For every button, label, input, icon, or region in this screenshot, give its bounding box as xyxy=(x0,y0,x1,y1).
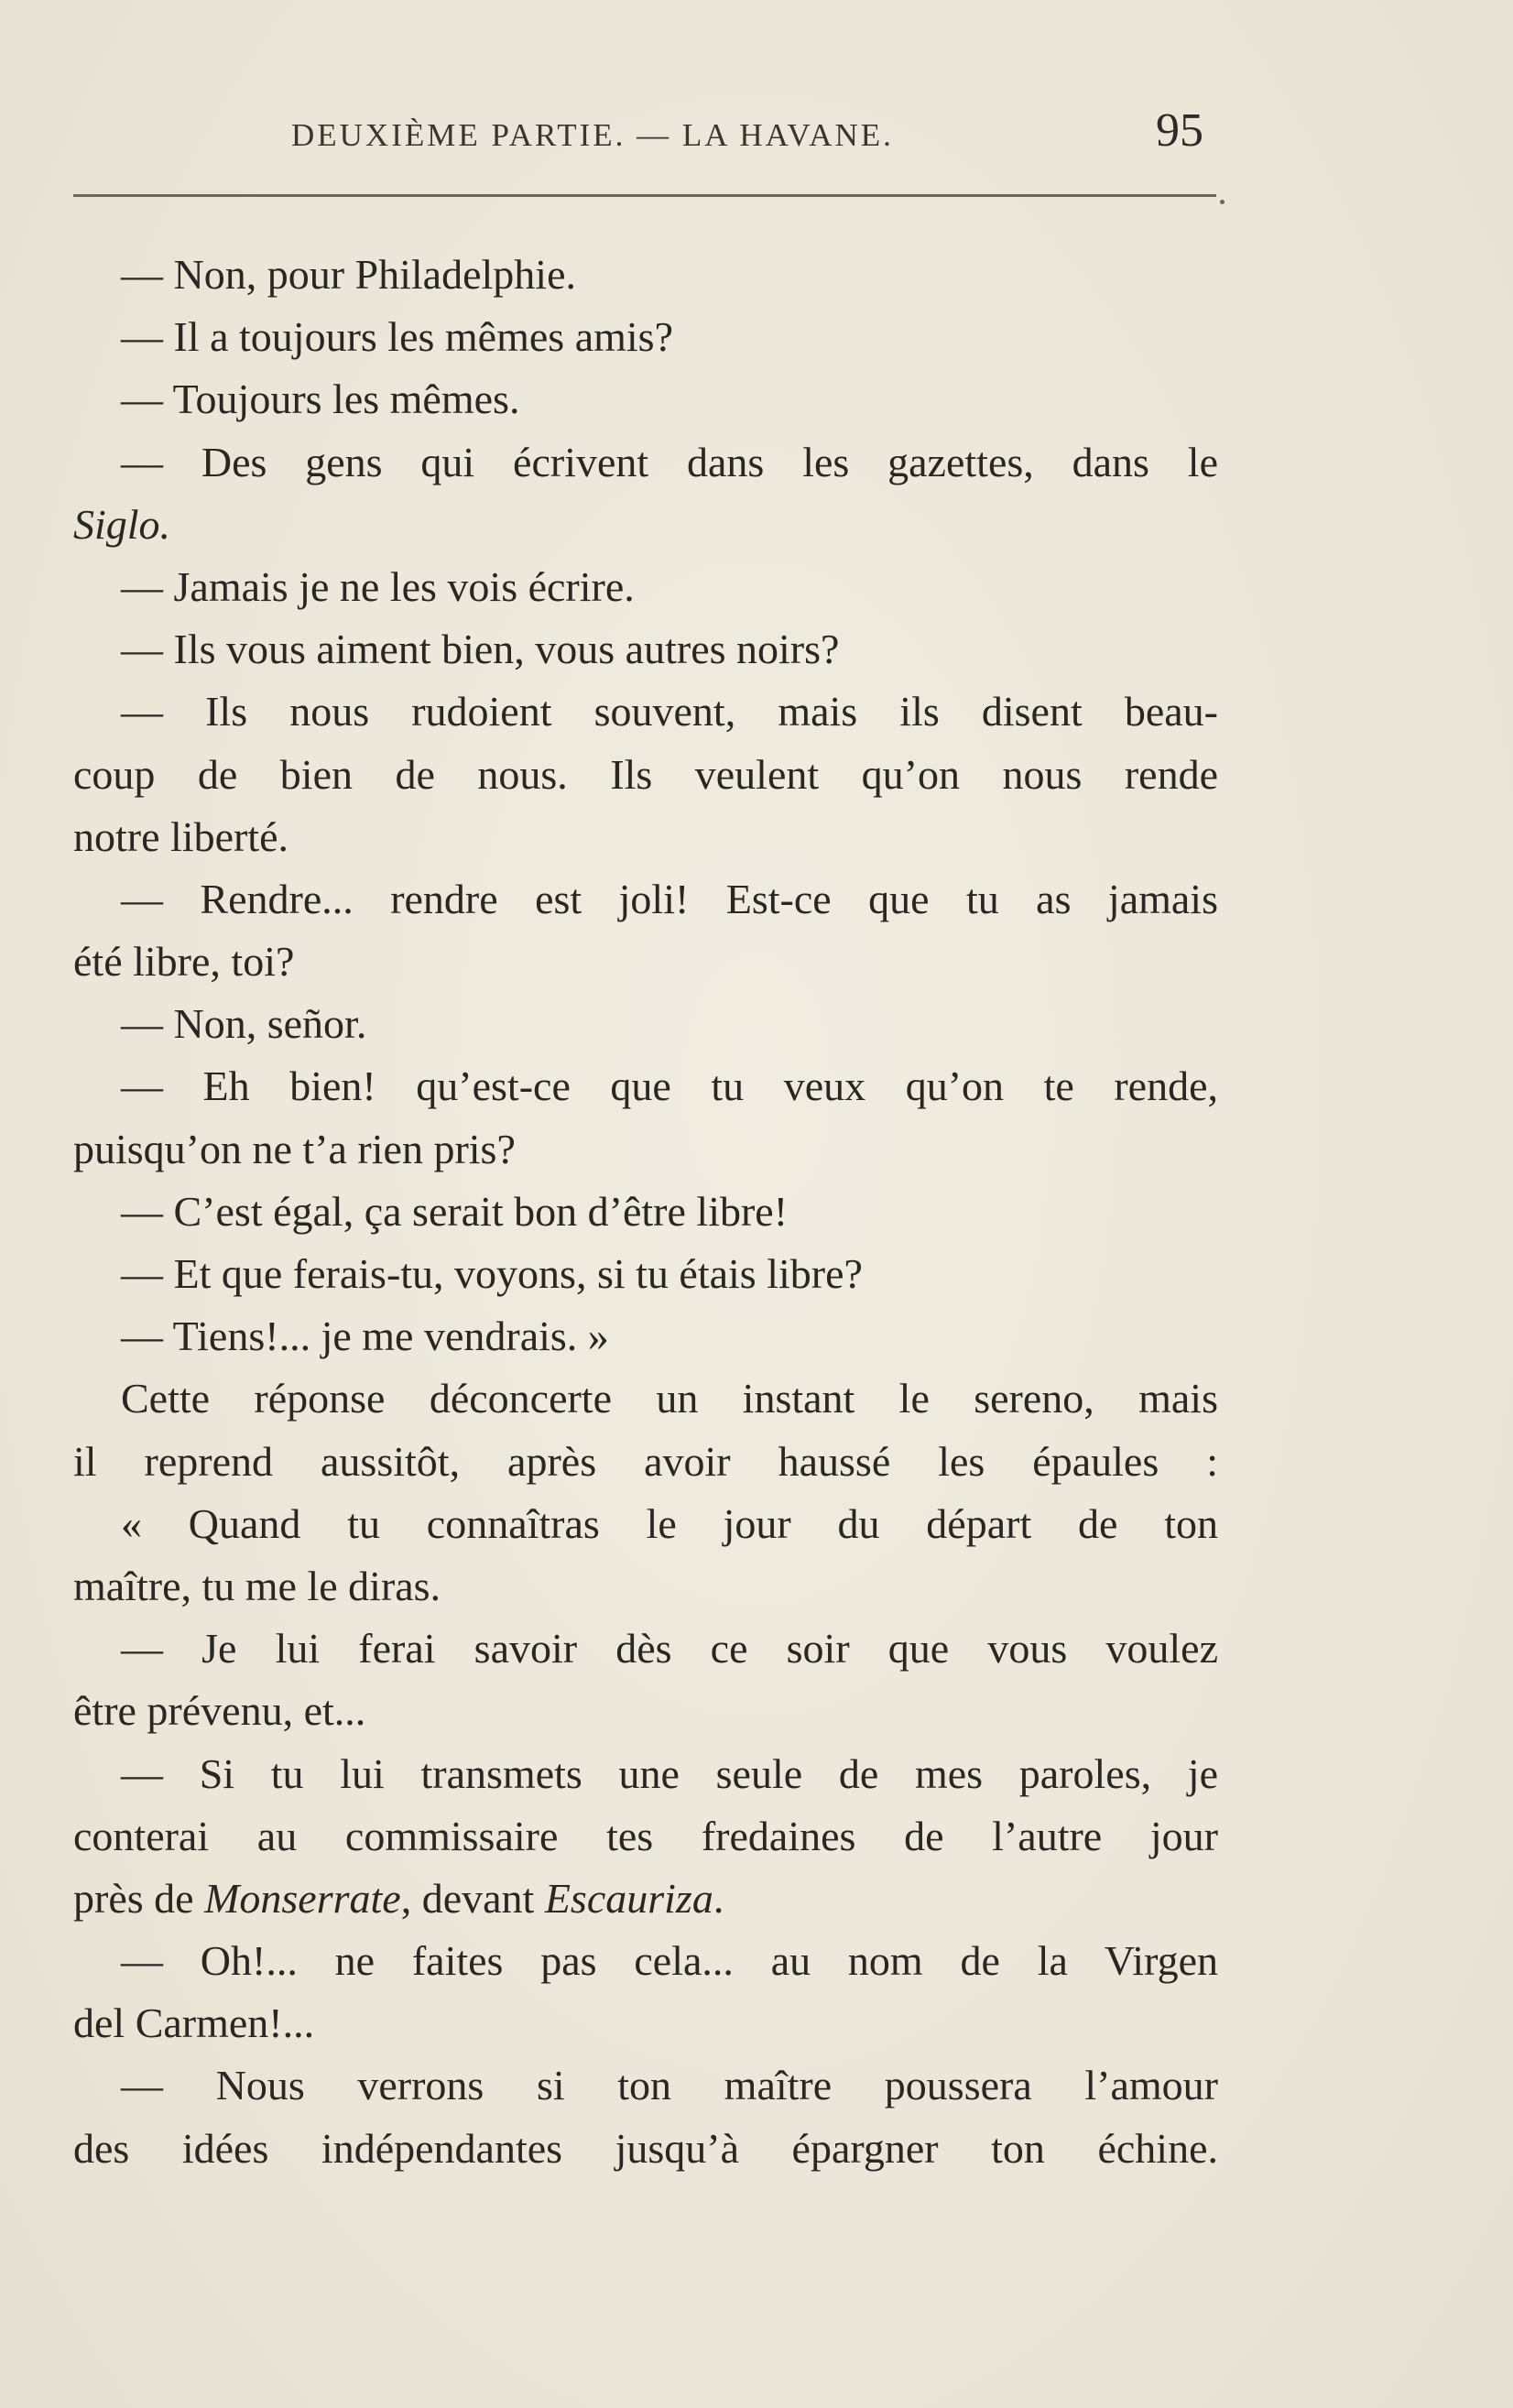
text-line: il reprend aussitôt, après avoir haussé les épaules : xyxy=(73,1437,1218,1485)
text-line: del Carmen!... xyxy=(73,1999,315,2047)
text-line: coup de bien de nous. Ils veulent qu’on nous rende xyxy=(73,750,1218,798)
text-line: — Toujours les mêmes. xyxy=(121,376,520,423)
text-line: — Nous verrons si ton maître poussera l’amour xyxy=(121,2062,1218,2109)
text-line: — Non, pour Philadelphie. xyxy=(121,251,576,298)
text-line: conterai au commissaire tes fredaines de l’autre jour xyxy=(73,1812,1218,1859)
text-line: — Ils nous rudoient souvent, mais ils disent beau- xyxy=(121,688,1218,735)
text-line: — Si tu lui transmets une seule de mes paroles, je xyxy=(121,1749,1218,1797)
text-line: — C’est égal, ça serait bon d’être libre! xyxy=(121,1187,789,1235)
text-line: — Rendre... rendre est joli! Est-ce que tu as jamais xyxy=(121,875,1218,922)
text-line: être prévenu, et... xyxy=(73,1687,366,1735)
text-line: — Oh!... ne faites pas cela... au nom de la Virgen xyxy=(121,1937,1218,1985)
running-title: DEUXIÈME PARTIE. — LA HAVANE. xyxy=(291,117,894,153)
body-text xyxy=(73,244,1218,2180)
text-line: — Tiens!... je me vendrais. » xyxy=(121,1313,609,1360)
text-line: — Il a toujours les mêmes amis? xyxy=(121,313,673,361)
text-line: — Je lui ferai savoir dès ce soir que vous voulez xyxy=(121,1625,1218,1673)
text-segment: près de xyxy=(73,1874,205,1922)
header-rule xyxy=(73,194,1216,197)
page-number: 95 xyxy=(1156,104,1203,157)
text-line: des idées indépendantes jusqu’à épargner ton échine. xyxy=(73,2124,1218,2172)
text-line: été libre, toi? xyxy=(73,938,295,986)
text-line: — Jamais je ne les vois écrire. xyxy=(121,562,635,610)
text-line: notre liberté. xyxy=(73,812,289,860)
text-line: — Des gens qui écrivent dans les gazettes, dans le xyxy=(121,438,1218,485)
text-line: Siglo. xyxy=(73,500,171,548)
text-line: « Quand tu connaîtras le jour du départ de ton xyxy=(121,1499,1218,1547)
text-line: puisqu’on ne t’a rien pris? xyxy=(73,1125,516,1172)
text-line: — Ils vous aiment bien, vous autres noirs? xyxy=(121,626,840,673)
text-line: — Et que ferais-tu, voyons, si tu étais libre? xyxy=(121,1250,863,1297)
text-line-mixed xyxy=(73,1868,1218,1930)
text-line: — Non, señor. xyxy=(121,1000,367,1048)
text-line: maître, tu me le diras. xyxy=(73,1562,441,1609)
text-line: — Eh bien! qu’est-ce que tu veux qu’on te rende, xyxy=(121,1062,1218,1110)
text-segment: , devant xyxy=(400,1874,545,1922)
text-line: Cette réponse déconcerte un instant le sereno, mais xyxy=(121,1375,1218,1422)
place-name-monserrate: Monserrate xyxy=(204,1874,401,1922)
rule-dot xyxy=(1220,200,1225,204)
text-segment: . xyxy=(713,1874,724,1922)
place-name-escauriza: Escauriza xyxy=(544,1874,713,1922)
